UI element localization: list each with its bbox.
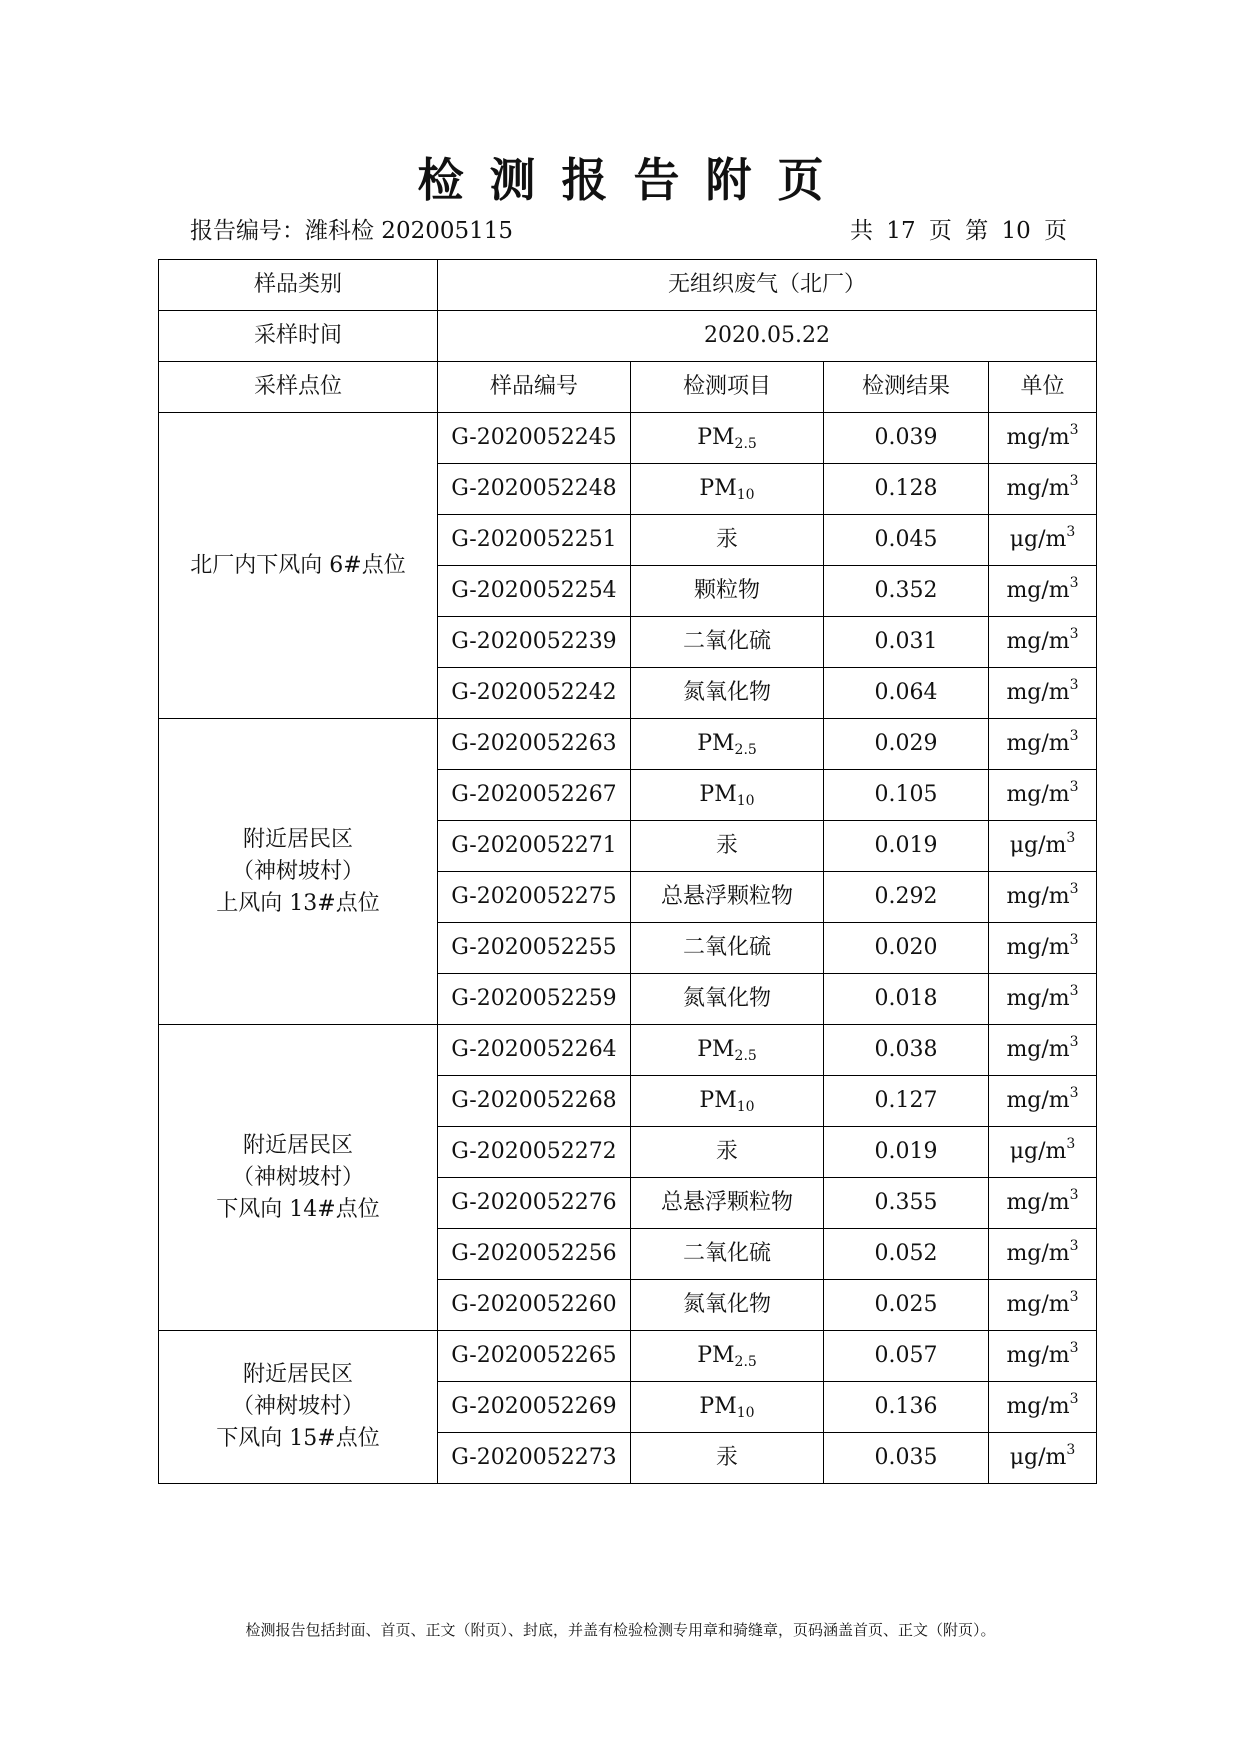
test-result: 0.039	[824, 413, 989, 464]
unit	[989, 1229, 1097, 1280]
test-result: 0.352	[824, 566, 989, 617]
test-item	[631, 923, 824, 974]
test-result: 0.025	[824, 1280, 989, 1331]
sample-type-row	[159, 260, 1097, 311]
test-result: 0.020	[824, 923, 989, 974]
unit-base: μg/m	[1009, 1139, 1067, 1164]
test-item-name: 氮氧化物	[682, 1292, 771, 1317]
unit-base: μg/m	[1009, 527, 1067, 552]
unit	[989, 923, 1097, 974]
test-item-name: PM	[697, 1037, 735, 1062]
unit	[989, 770, 1097, 821]
unit	[989, 719, 1097, 770]
test-item-name: 总悬浮颗粒物	[660, 1190, 793, 1215]
test-item	[631, 1025, 824, 1076]
sample-number: G-2020052263	[438, 719, 631, 770]
unit-superscript: 3	[1069, 422, 1079, 438]
unit	[989, 1127, 1097, 1178]
unit-superscript: 3	[1066, 830, 1076, 846]
unit-base: mg/m	[1006, 425, 1070, 450]
test-item	[631, 719, 824, 770]
unit-superscript: 3	[1069, 1085, 1079, 1101]
sample-number: G-2020052272	[438, 1127, 631, 1178]
sample-number: G-2020052268	[438, 1076, 631, 1127]
test-item-name: PM	[699, 1088, 737, 1113]
unit-superscript: 3	[1069, 1187, 1079, 1203]
col-sample-no-header: 样品编号	[438, 362, 631, 413]
sample-type-value: 无组织废气（北厂）	[438, 260, 1097, 311]
test-item	[631, 1229, 824, 1280]
sampling-location: 附近居民区 （神树坡村） 下风向 15#点位	[159, 1331, 438, 1484]
unit-base: mg/m	[1006, 782, 1070, 807]
unit	[989, 1331, 1097, 1382]
test-item-name: PM	[699, 1394, 737, 1419]
page-info: 共 17 页 第 10 页	[850, 218, 1068, 244]
test-item-subscript: 2.5	[734, 1048, 757, 1064]
test-item	[631, 1382, 824, 1433]
report-number-value: 潍科检 202005115	[305, 218, 514, 244]
unit	[989, 413, 1097, 464]
unit-superscript: 3	[1069, 1340, 1079, 1356]
unit-base: μg/m	[1009, 833, 1067, 858]
table-row	[159, 1331, 1097, 1382]
sample-number: G-2020052264	[438, 1025, 631, 1076]
test-item-name: 汞	[715, 1139, 738, 1164]
page-title: 检测报告附页	[417, 153, 850, 207]
unit-superscript: 3	[1069, 473, 1079, 489]
test-result: 0.019	[824, 821, 989, 872]
test-item-subscript: 10	[736, 1099, 755, 1115]
test-result: 0.018	[824, 974, 989, 1025]
test-item-subscript: 10	[736, 793, 755, 809]
unit-base: mg/m	[1006, 731, 1070, 756]
unit-superscript: 3	[1069, 983, 1079, 999]
test-result: 0.128	[824, 464, 989, 515]
test-item	[631, 1178, 824, 1229]
test-item	[631, 1127, 824, 1178]
unit-superscript: 3	[1069, 728, 1079, 744]
unit-superscript: 3	[1069, 779, 1079, 795]
test-item	[631, 566, 824, 617]
unit-base: mg/m	[1006, 629, 1070, 654]
report-number-label: 报告编号：	[190, 218, 305, 244]
table-row	[159, 1025, 1097, 1076]
test-item-name: 氮氧化物	[682, 986, 771, 1011]
unit-base: mg/m	[1006, 1190, 1070, 1215]
unit-superscript: 3	[1069, 1289, 1079, 1305]
sample-number: G-2020052259	[438, 974, 631, 1025]
test-item	[631, 515, 824, 566]
unit	[989, 872, 1097, 923]
test-item	[631, 1076, 824, 1127]
test-result: 0.127	[824, 1076, 989, 1127]
sample-number: G-2020052255	[438, 923, 631, 974]
test-item-name: 颗粒物	[693, 578, 760, 603]
unit	[989, 974, 1097, 1025]
col-location-header: 采样点位	[159, 362, 438, 413]
sample-number: G-2020052256	[438, 1229, 631, 1280]
report-number	[190, 216, 513, 246]
unit-superscript: 3	[1069, 626, 1079, 642]
column-header-row	[159, 362, 1097, 413]
test-item	[631, 1433, 824, 1484]
test-item-name: 汞	[715, 527, 738, 552]
test-result: 0.045	[824, 515, 989, 566]
unit-base: mg/m	[1006, 1088, 1070, 1113]
col-result-header: 检测结果	[824, 362, 989, 413]
test-item	[631, 974, 824, 1025]
unit-base: mg/m	[1006, 476, 1070, 501]
unit-superscript: 3	[1066, 1136, 1076, 1152]
test-item-subscript: 2.5	[734, 436, 757, 452]
col-unit-header: 单位	[989, 362, 1097, 413]
footer-note: 检测报告包括封面、首页、正文（附页）、封底，并盖有检验检测专用章和骑缝章，页码涵盖首页、正文（附页）。	[245, 1621, 996, 1639]
unit-base: mg/m	[1006, 680, 1070, 705]
unit-base: mg/m	[1006, 1292, 1070, 1317]
sample-number: G-2020052239	[438, 617, 631, 668]
unit-superscript: 3	[1066, 1442, 1076, 1458]
sampling-location: 北厂内下风向 6#点位	[159, 413, 438, 719]
unit	[989, 566, 1097, 617]
sampling-time-row	[159, 311, 1097, 362]
unit	[989, 1076, 1097, 1127]
unit-base: mg/m	[1006, 1394, 1070, 1419]
unit-superscript: 3	[1069, 1034, 1079, 1050]
sample-number: G-2020052242	[438, 668, 631, 719]
unit-superscript: 3	[1069, 932, 1079, 948]
unit	[989, 464, 1097, 515]
unit-superscript: 3	[1069, 677, 1079, 693]
sample-number: G-2020052265	[438, 1331, 631, 1382]
unit-base: mg/m	[1006, 1037, 1070, 1062]
test-item	[631, 413, 824, 464]
unit	[989, 1178, 1097, 1229]
test-result: 0.355	[824, 1178, 989, 1229]
test-item-subscript: 10	[736, 1405, 755, 1421]
sampling-time-label: 采样时间	[159, 311, 438, 362]
unit-base: mg/m	[1006, 935, 1070, 960]
unit-superscript: 3	[1069, 575, 1079, 591]
results-table	[158, 259, 1097, 1484]
test-item-name: 汞	[715, 1445, 738, 1470]
test-item-name: 总悬浮颗粒物	[660, 884, 793, 909]
sample-number: G-2020052251	[438, 515, 631, 566]
unit	[989, 821, 1097, 872]
test-item-name: 二氧化硫	[682, 1241, 771, 1266]
sample-number: G-2020052248	[438, 464, 631, 515]
test-item	[631, 821, 824, 872]
sample-number: G-2020052267	[438, 770, 631, 821]
test-result: 0.057	[824, 1331, 989, 1382]
unit	[989, 1433, 1097, 1484]
unit-base: mg/m	[1006, 986, 1070, 1011]
test-item-name: 二氧化硫	[682, 629, 771, 654]
test-item-name: PM	[697, 1343, 735, 1368]
test-item-subscript: 2.5	[734, 1354, 757, 1370]
unit	[989, 668, 1097, 719]
test-item	[631, 1331, 824, 1382]
test-item-subscript: 2.5	[734, 742, 757, 758]
test-item-name: 二氧化硫	[682, 935, 771, 960]
table-row	[159, 413, 1097, 464]
unit-superscript: 3	[1069, 881, 1079, 897]
unit-base: mg/m	[1006, 1343, 1070, 1368]
unit	[989, 617, 1097, 668]
sample-number: G-2020052269	[438, 1382, 631, 1433]
unit	[989, 1280, 1097, 1331]
unit-base: mg/m	[1006, 1241, 1070, 1266]
test-item	[631, 617, 824, 668]
sample-number: G-2020052275	[438, 872, 631, 923]
sampling-location: 附近居民区 （神树坡村） 下风向 14#点位	[159, 1025, 438, 1331]
test-item	[631, 668, 824, 719]
test-result: 0.292	[824, 872, 989, 923]
test-item	[631, 770, 824, 821]
test-item-name: PM	[699, 782, 737, 807]
test-result: 0.052	[824, 1229, 989, 1280]
unit-superscript: 3	[1069, 1238, 1079, 1254]
test-result: 0.064	[824, 668, 989, 719]
test-item-name: PM	[699, 476, 737, 501]
unit-superscript: 3	[1066, 524, 1076, 540]
test-item-subscript: 10	[736, 487, 755, 503]
unit-base: mg/m	[1006, 578, 1070, 603]
col-item-header: 检测项目	[631, 362, 824, 413]
test-result: 0.035	[824, 1433, 989, 1484]
unit	[989, 1382, 1097, 1433]
sample-number: G-2020052271	[438, 821, 631, 872]
unit-base: mg/m	[1006, 884, 1070, 909]
test-item	[631, 464, 824, 515]
sampling-location: 附近居民区 （神树坡村） 上风向 13#点位	[159, 719, 438, 1025]
test-result: 0.105	[824, 770, 989, 821]
sample-number: G-2020052245	[438, 413, 631, 464]
unit-base: μg/m	[1009, 1445, 1067, 1470]
sample-number: G-2020052273	[438, 1433, 631, 1484]
test-item	[631, 872, 824, 923]
test-result: 0.038	[824, 1025, 989, 1076]
unit-superscript: 3	[1069, 1391, 1079, 1407]
sample-number: G-2020052276	[438, 1178, 631, 1229]
sample-number: G-2020052260	[438, 1280, 631, 1331]
test-item-name: 氮氧化物	[682, 680, 771, 705]
table-row	[159, 719, 1097, 770]
unit	[989, 1025, 1097, 1076]
test-result: 0.136	[824, 1382, 989, 1433]
test-result: 0.031	[824, 617, 989, 668]
sampling-time-value: 2020.05.22	[438, 311, 1097, 362]
results-table-body	[159, 260, 1097, 1484]
sample-number: G-2020052254	[438, 566, 631, 617]
sample-type-label: 样品类别	[159, 260, 438, 311]
test-item	[631, 1280, 824, 1331]
test-item-name: PM	[697, 731, 735, 756]
test-item-name: 汞	[715, 833, 738, 858]
test-result: 0.029	[824, 719, 989, 770]
test-item-name: PM	[697, 425, 735, 450]
unit	[989, 515, 1097, 566]
test-result: 0.019	[824, 1127, 989, 1178]
